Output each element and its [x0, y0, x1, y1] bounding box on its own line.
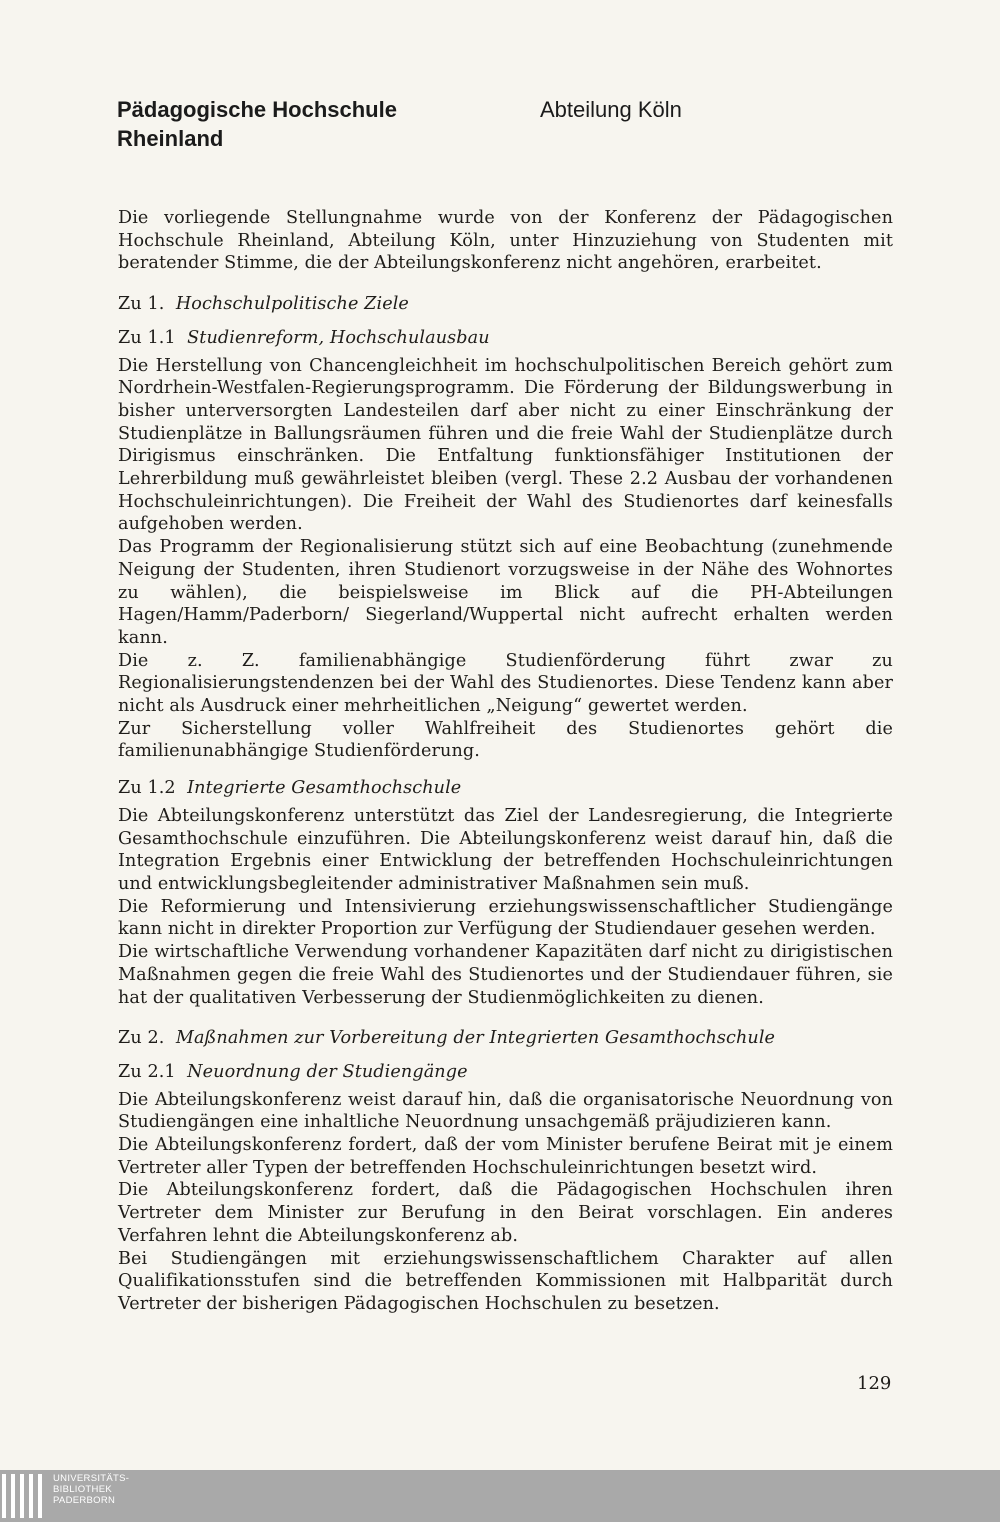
section-2-1-number: Zu 2.1	[118, 1061, 176, 1082]
section-1-2-number: Zu 1.2	[118, 778, 176, 799]
section-2-1-heading	[118, 1061, 893, 1084]
library-name-line1: UNIVERSITÄTS-	[53, 1473, 130, 1484]
institution-name-line1: Pädagogische Hochschule	[117, 97, 397, 122]
section-2-number: Zu 2.	[118, 1028, 165, 1049]
paragraph: Die Abteilungskonferenz weist darauf hin, daß die organisatorische Neuordnung von Studiengängen eine inhaltliche Neuordnung unsachgemäß präjudizieren kann.	[118, 1089, 893, 1133]
paragraph: Die Abteilungskonferenz fordert, daß die Pädagogischen Hochschulen ihren Vertreter dem Minister zur Berufung in den Beirat vorschlagen. Ein anderes Verfahren lehnt die Abteilungskonferenz ab.	[118, 1180, 893, 1246]
logo-bar	[2, 1474, 6, 1518]
intro-paragraph: Die vorliegende Stellungnahme wurde von der Konferenz der Pädagogischen Hochschule Rheinland, Abteilung Köln, unter Hinzuziehung von Studenten mit beratender Stimme, die der Abteilungskonferenz nicht angehören, erarbeitet.	[118, 208, 893, 274]
library-name-line3: PADERBORN	[53, 1495, 116, 1506]
section-1-2-title: Integrierte Gesamthochschule	[187, 778, 462, 799]
logo-bar	[20, 1474, 24, 1518]
paragraph: Die wirtschaftliche Verwendung vorhandener Kapazitäten darf nicht zu dirigistischen Maßnahmen gegen die freie Wahl des Studienortes und der Studiendauer führen, sie hat der qualitativen Verbesserung der Studienmöglichkeiten zu dienen.	[118, 942, 893, 1008]
department-heading: Abteilung Köln	[540, 97, 682, 122]
section-2-title: Maßnahmen zur Vorbereitung der Integrierten Gesamthochschule	[175, 1028, 776, 1049]
paragraph: Das Programm der Regionalisierung stützt sich auf eine Beobachtung (zunehmende Neigung der Studenten, ihren Studienort vorzugsweise in der Nähe des Wohnortes zu wählen), die beispielsweise im Blick auf die PH-Abteilungen Hagen/Hamm/Paderborn/ Siegerland/Wuppertal nicht aufrecht erhalten werden kann.	[118, 537, 893, 648]
institution-name-line2: Rheinland	[117, 126, 224, 151]
library-name	[53, 1473, 129, 1506]
paragraph: Die Herstellung von Chancengleichheit im hochschulpolitischen Bereich gehört zum Nordrhein-Westfalen-Regierungsprogramm. Die Förderung der Bildungswerbung in bisher unterversorgten Landesteilen darf aber nicht zu einer Einschränkung der Studienplätze in Ballungsräumen führen und die freie Wahl der Studienplätze durch Dirigismus einschränken. Die Entfaltung funktionsfähiger Institutionen der Lehrerbildung muß gewährleistet bleiben (vergl. These 2.2 Ausbau der vorhandenen Hochschuleinrichtungen). Die Freiheit der Wahl des Studienortes darf keinesfalls aufgehoben werden.	[118, 355, 893, 535]
section-1-title: Hochschulpolitische Ziele	[175, 294, 409, 315]
institution-heading	[117, 95, 447, 153]
library-footer-band	[0, 1470, 1000, 1522]
section-1-1-number: Zu 1.1	[118, 327, 176, 348]
page-number: 129	[857, 1373, 892, 1394]
library-logo	[0, 1470, 140, 1522]
document-body	[118, 207, 893, 1316]
section-2-heading	[118, 1027, 893, 1050]
logo-bar	[11, 1474, 15, 1518]
section-1-1-heading	[118, 327, 893, 350]
paragraph: Zur Sicherstellung voller Wahlfreiheit des Studienortes gehört die familienunabhängige Studienförderung.	[118, 718, 893, 762]
library-name-line2: BIBLIOTHEK	[53, 1484, 112, 1495]
paragraph: Die Reformierung und Intensivierung erziehungswissenschaftlicher Studiengänge kann nicht in direkter Proportion zur Verfügung der Studiendauer gesehen werden.	[118, 896, 893, 940]
section-1-heading	[118, 293, 893, 316]
logo-bar	[38, 1474, 42, 1518]
paragraph: Die Abteilungskonferenz unterstützt das Ziel der Landesregierung, die Integrierte Gesamthochschule einzuführen. Die Abteilungskonferenz weist darauf hin, daß die Integration Ergebnis einer Entwicklung der betreffenden Hochschuleinrichtungen und entwicklungsbegleitender administrativer Maßnahmen sein muß.	[118, 805, 893, 894]
section-1-number: Zu 1.	[118, 294, 165, 315]
section-2-1-title: Neuordnung der Studiengänge	[187, 1061, 468, 1082]
paragraph: Die z. Z. familienabhängige Studienförderung führt zwar zu Regionalisierungstendenzen bei der Wahl des Studienortes. Diese Tendenz kann aber nicht als Ausdruck einer mehrheitlichen „Neigung“ gewertet werden.	[118, 650, 893, 717]
paragraph: Bei Studiengängen mit erziehungswissenschaftlichem Charakter auf allen Qualifikationsstufen sind die betreffenden Kommissionen mit Halbparität durch Vertreter der bisherigen Pädagogischen Hochschulen zu besetzen.	[118, 1248, 893, 1314]
logo-bar	[29, 1474, 33, 1518]
section-1-1-title: Studienreform, Hochschulausbau	[187, 327, 490, 348]
section-1-2-heading	[118, 777, 893, 800]
paragraph: Die Abteilungskonferenz fordert, daß der vom Minister berufene Beirat mit je einem Vertreter aller Typen der betreffenden Hochschuleinrichtungen besetzt wird.	[118, 1135, 893, 1178]
barcode-logo-icon	[2, 1474, 48, 1518]
